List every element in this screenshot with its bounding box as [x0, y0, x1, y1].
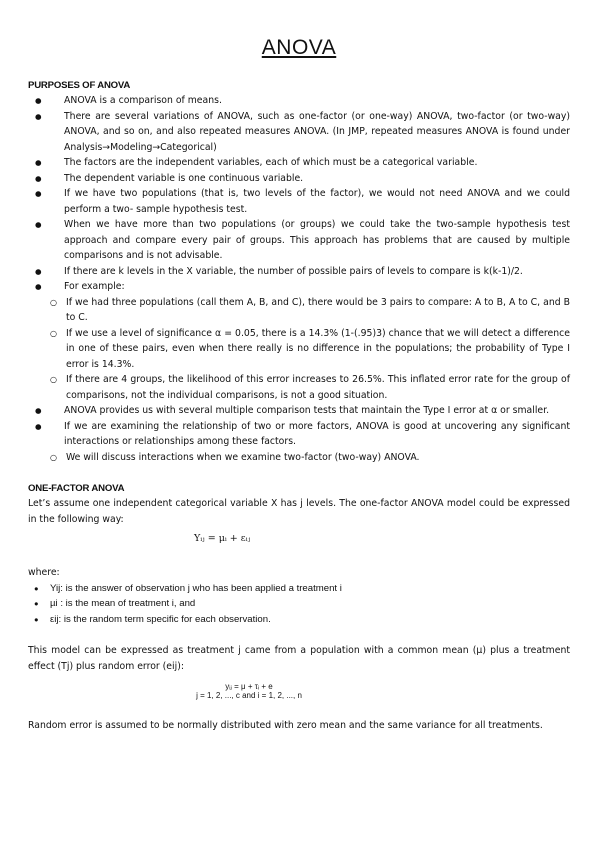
list-item: ● If there are k levels in the X variable, the number of possible pairs of levels to compare is k(k-1)/2.: [28, 264, 570, 280]
list-item: ● If we are examining the relationship of two or more factors, ANOVA is good at uncovering any significant interactions or relationships among these factors.: [28, 419, 570, 450]
treatment-equation: [28, 682, 570, 708]
list-item: ● There are several variations of ANOVA, such as one-factor (or one-way) ANOVA, two-factor (or two-way) ANOVA, and so on, and also repeated measures ANOVA. (In JMP, repeated measures ANOVA is found under Analysis→Modeling→Categorical): [28, 109, 570, 156]
list-item: ● ANOVA is a comparison of means.: [28, 93, 570, 109]
sublist-item: ○ We will discuss interactions when we examine two-factor (two-way) ANOVA.: [28, 450, 570, 466]
list-item: ● If we have two populations (that is, two levels of the factor), we would not need ANOVA and we could perform a two- sample hypothesis test.: [28, 186, 570, 217]
where-list: [28, 581, 570, 628]
sublist-item: ○ If we had three populations (call them A, B, and C), there would be 3 pairs to compare: A to B, A to C, and B to C.: [28, 295, 570, 326]
list-item: ● ANOVA provides us with several multiple comparison tests that maintain the Type I error at α or smaller.: [28, 403, 570, 419]
interactions-sublist: [28, 450, 570, 466]
page-title: ANOVA: [261, 36, 337, 59]
list-item: ● The factors are the independent variables, each of which must be a categorical variable.: [28, 155, 570, 171]
purposes-list: [28, 93, 570, 295]
intro-paragraph: Let’s assume one independent categorical variable X has j levels. The one-factor ANOVA model could be expressed in the following way:: [28, 498, 570, 525]
list-item: ● The dependent variable is one continuous variable.: [28, 171, 570, 187]
model-equation: Yᵢⱼ = μᵢ + εᵢⱼ: [194, 533, 251, 544]
sublist-item: ○ If there are 4 groups, the likelihood of this error increases to 26.5%. This inflated error rate for the group of comparisons, not the individual comparisons, is not a good situation.: [28, 372, 570, 403]
treatment-equation-line2: j = 1, 2, ..., c and i = 1, 2, ..., n: [196, 691, 302, 700]
treatment-equation-line1: yᵢⱼ = μ + τᵢ + e: [225, 682, 273, 691]
example-sublist: [28, 295, 570, 404]
where-label: where:: [28, 567, 60, 578]
list-item: ● When we have more than two populations (or groups) we could take the two-sample hypothesis test approach and compare every pair of groups. This approach has problems that are caused by multiple comparisons and is not advisable.: [28, 217, 570, 264]
where-item: ● εij: is the random term specific for each observation.: [28, 612, 570, 628]
model-paragraph: This model can be expressed as treatment j came from a population with a common mean (µ) plus a treatment effect (Tj) plus random error (eij):: [28, 645, 570, 672]
sublist-item: ○ If we use a level of significance α = 0.05, there is a 14.3% (1-(.95)3) chance that we will detect a difference in one of these pairs, even when there really is no difference in the populations; the probability of Type I error is 14.3%.: [28, 326, 570, 373]
where-item: ● µi : is the mean of treatment i, and: [28, 596, 570, 612]
section-heading-purposes: PURPOSES OF ANOVA: [28, 80, 131, 91]
section-heading-one-factor: ONE-FACTOR ANOVA: [28, 483, 125, 494]
where-item: ● Yij: is the answer of observation j who has been applied a treatment i: [28, 581, 570, 597]
random-error-paragraph: Random error is assumed to be normally distributed with zero mean and the same variance for all treatments.: [28, 720, 543, 731]
list-item: ● For example:: [28, 279, 570, 295]
purposes-list-continued: [28, 403, 570, 450]
